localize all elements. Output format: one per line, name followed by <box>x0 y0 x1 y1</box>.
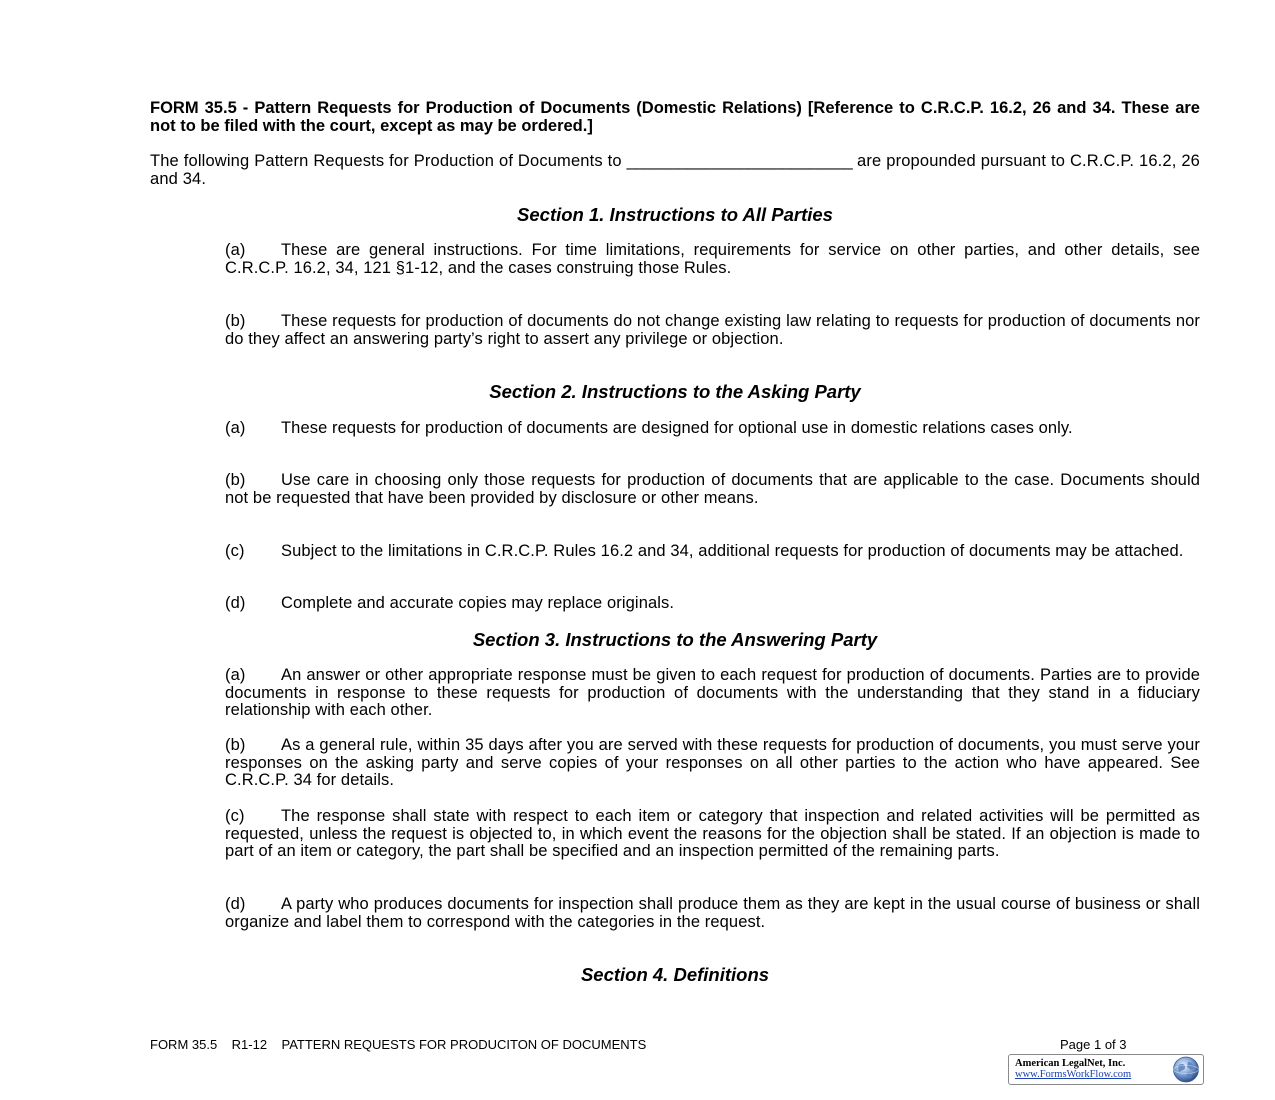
para-text: The response shall state with respect to each item or category that inspection and related activities will be permitted as requested, unless the request is objected to, in which event the reasons for the objection shall be stated. If an objection is made to part of an item or category, the part shall be specified and an inspection permitted of the remaining parts. <box>225 807 1200 861</box>
logo-website-link[interactable]: www.FormsWorkFlow.com <box>1015 1069 1132 1080</box>
footer-form-number: FORM 35.5 <box>150 1037 218 1052</box>
para-text: These requests for production of documents are designed for optional use in domestic relations cases only. <box>281 419 1073 437</box>
section-2-para-d <box>225 595 1200 613</box>
recipient-blank-line: __________________________ <box>626 152 853 170</box>
document-title: FORM 35.5 - Pattern Requests for Production of Documents (Domestic Relations) [Reference to C.R.C.P. 16.2, 26 and 34. These are not to be filed with the court, except as may be ordered.] <box>150 99 1200 135</box>
para-text: Complete and accurate copies may replace originals. <box>281 594 675 612</box>
section-2-para-a <box>225 420 1200 438</box>
page-number: Page 1 of 3 <box>1060 1037 1127 1052</box>
para-label: (b) <box>225 471 246 489</box>
para-label: (d) <box>225 594 246 612</box>
para-text: These are general instructions. For time limitations, requirements for service on other parties, and other details, see C.R.C.P. 16.2, 34, 121 §1-12, and the cases construing those Rules. <box>225 241 1200 277</box>
para-text: Subject to the limitations in C.R.C.P. Rules 16.2 and 34, additional requests for production of documents may be attached. <box>281 542 1184 560</box>
section-3-para-b <box>225 737 1200 790</box>
section-4-heading: Section 4. Definitions <box>580 964 770 985</box>
section-3-para-d <box>225 896 1200 931</box>
para-text: A party who produces documents for inspection shall produce them as they are kept in the usual course of business or shall organize and label them to correspond with the categories in the request. <box>225 895 1200 931</box>
globe-icon <box>1172 1056 1200 1083</box>
para-label: (b) <box>225 736 246 754</box>
para-label: (b) <box>225 312 246 330</box>
para-label: (a) <box>225 241 246 259</box>
para-text: An answer or other appropriate response must be given to each request for production of documents. Parties are to provide documents in response to these requests for production of documents with the understanding that they stand in a fiduciary relationship with each other. <box>225 666 1200 720</box>
footer-revision: R1-12 <box>231 1037 268 1052</box>
para-label: (d) <box>225 895 246 913</box>
section-3-para-c <box>225 808 1200 861</box>
para-label: (a) <box>225 419 246 437</box>
logo-company-name: American LegalNet, Inc. <box>1015 1058 1126 1069</box>
para-text: These requests for production of documents do not change existing law relating to requests for production of documents nor do they affect an answering party’s right to assert any privilege or objection. <box>225 312 1200 348</box>
para-label: (c) <box>225 807 245 825</box>
footer-form-title: PATTERN REQUESTS FOR PRODUCITON OF DOCUMENTS <box>281 1037 647 1052</box>
section-2-heading: Section 2. Instructions to the Asking Party <box>489 381 861 402</box>
intro-text-end: are propounded pursuant to C.R.C.P. 16.2, 26 and 34. <box>150 152 1200 188</box>
footer-form-info <box>150 1037 646 1052</box>
para-text: Use care in choosing only those requests for production of documents that are applicable to the case. Documents should not be requested that have been provided by disclosure or other means. <box>225 471 1200 507</box>
section-3-para-a <box>225 667 1200 720</box>
section-1-para-b <box>225 313 1200 348</box>
para-text: As a general rule, within 35 days after you are served with these requests for production of documents, you must serve your responses on the asking party and serve copies of your responses on all other parties to the action who have appeared. See C.R.C.P. 34 for details. <box>225 736 1200 790</box>
intro-paragraph <box>150 152 1200 188</box>
para-label: (c) <box>225 542 245 560</box>
section-1-heading: Section 1. Instructions to All Parties <box>517 204 833 225</box>
american-legalnet-logo[interactable] <box>1008 1054 1204 1085</box>
section-3-heading: Section 3. Instructions to the Answering Party <box>472 629 878 650</box>
para-label: (a) <box>225 666 246 684</box>
intro-text-start: The following Pattern Requests for Production of Documents to <box>150 152 627 170</box>
section-2-para-b <box>225 472 1200 507</box>
section-1-para-a <box>225 242 1200 277</box>
section-2-para-c <box>225 543 1200 561</box>
